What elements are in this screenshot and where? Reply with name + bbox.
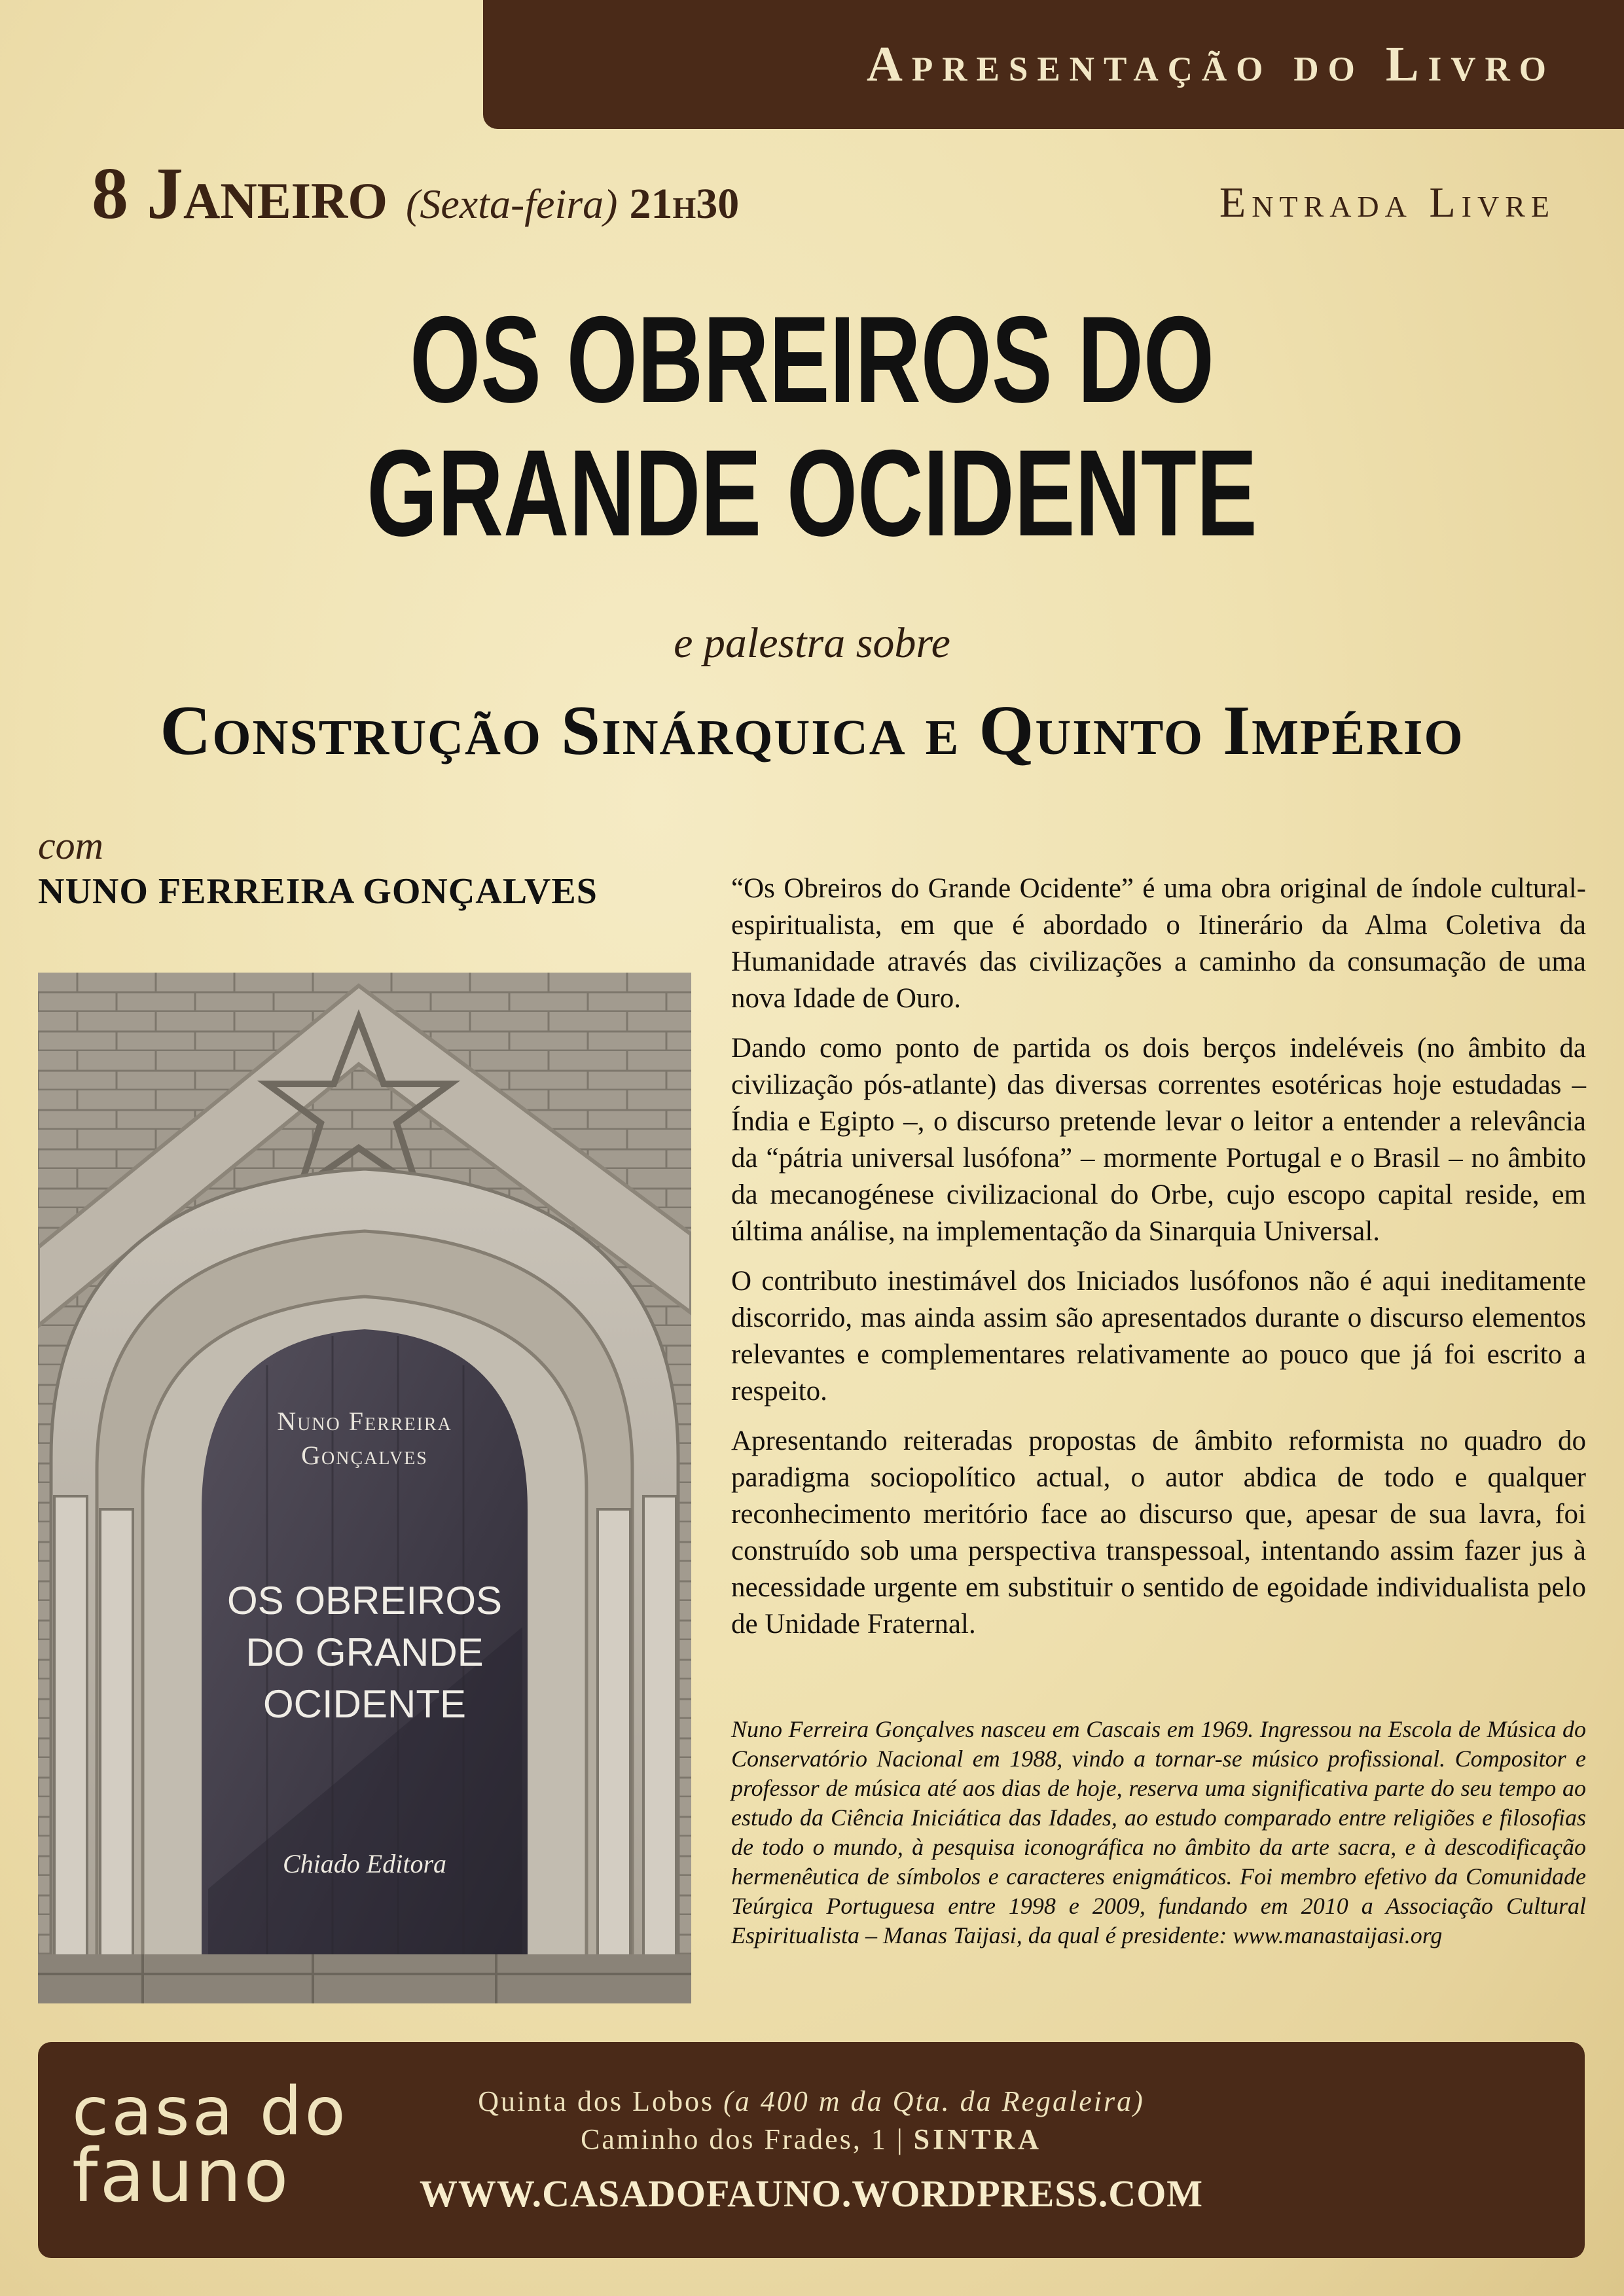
cover-author-line1: Nuno Ferreira — [277, 1407, 452, 1436]
header-banner — [483, 0, 1624, 129]
speaker-with: com — [38, 824, 103, 867]
footer-panel — [38, 2042, 1585, 2258]
cover-author — [38, 1405, 691, 1473]
book-cover-image — [38, 973, 691, 2003]
cover-author-line2: Gonçalves — [301, 1441, 428, 1470]
event-datetime — [92, 152, 739, 236]
address-place: Quinta dos Lobos — [478, 2085, 715, 2117]
description-paragraph: O contributo inestimável dos Iniciados lusófonos não é aqui ineditamente discorrido, mas ainda assim são apresentados durante o discurso elementos relevantes e complementares relativamente ao pouco que já foi escrito a respeito. — [731, 1266, 1586, 1407]
description-paragraph: Dando como ponto de partida os dois berços indeléveis (no âmbito da civilização pós-atlante) das diversas correntes esotéricas hoje estudadas – Índia e Egipto –, o discurso pretende levar o leitor a entender a relevância da “pátria universal lusófona” – mormente Portugal e o Brasil – no âmbito da mecanogénese civilizacional do Orbe, cujo escopo capital reside, em última análise, na implementação da Sinarquia Universal. — [731, 1033, 1586, 1247]
address-line1 — [38, 2083, 1585, 2121]
logo-line1: casa do — [72, 2073, 348, 2151]
website-link[interactable]: WWW.CASADOFAUNO.WORDPRESS.COM — [419, 2172, 1204, 2215]
logo-line2: fauno — [72, 2133, 291, 2219]
cover-title-line2: DO GRANDE — [245, 1630, 484, 1675]
address-separator: | — [896, 2123, 905, 2155]
cover-title — [38, 1575, 691, 1731]
description-paragraph: “Os Obreiros do Grande Ocidente” é uma obra original de índole cultural-espiritualista, em que é abordado o Itinerário da Alma Coletiva da Humanidade através das civilizações a caminho da consumação de uma nova Idade de Ouro. — [731, 873, 1586, 1014]
address-note: (a 400 m da Qta. da Regaleira) — [723, 2085, 1145, 2117]
book-title-line1: OS OBREIROS DO — [409, 291, 1215, 428]
venue-address — [38, 2073, 1585, 2159]
book-title-line2: GRANDE OCIDENTE — [367, 424, 1257, 562]
address-city: SINTRA — [913, 2123, 1042, 2155]
event-time: 21h30 — [629, 180, 740, 228]
talk-intro: e palestra sobre — [674, 619, 950, 667]
talk-title: Construção Sinárquica e Quinto Império — [160, 692, 1464, 770]
cover-title-line1: OS OBREIROS — [226, 1579, 503, 1623]
address-line2 — [38, 2121, 1585, 2159]
cover-title-line3: OCIDENTE — [262, 1682, 467, 1727]
entry-free-label: Entrada Livre — [1219, 179, 1555, 226]
event-date: 8 Janeiro — [92, 153, 388, 234]
speaker-name: NUNO FERREIRA GONÇALVES — [38, 871, 598, 912]
cover-publisher: Chiado Editora — [282, 1849, 447, 1878]
author-bio: Nuno Ferreira Gonçalves nasceu em Cascais em 1969. Ingressou na Escola de Música do Conservatório Nacional em 1988, vindo a tornar-se músico profissional. Compositor e professor de música até aos dias de hoje, reserva uma significativa parte do seu tempo ao estudo da Ciência Iniciática das Idades, ao estudo comparado entre religiões e filosofias de todo o mundo, à pesquisa iconográfica no âmbito da arte sacra, e à descodificação hermenêutica de símbolos e caracteres enigmáticos. Foi membro efetivo da Comunidade Teúrgica Portuguesa entre 1998 e 2009, fundando em 2010 a Associação Cultural Espiritualista – Manas Taijasi, da qual é presidente: www.manastaijasi.org — [731, 1716, 1586, 1948]
book-title — [211, 291, 1413, 565]
description-paragraph: Apresentando reiteradas propostas de âmbito reformista no quadro do paradigma sociopolítico actual, o autor abdica de todo e qualquer reconhecimento meritório face ao discurso que, apesar de sua lavra, foi construído sob uma perspectiva transpessoal, intentando assim fazer jus à necessidade urgente em substituir o sentido de egoidade individualista pelo de Unidade Fraternal. — [731, 1426, 1586, 1640]
banner-title: Apresentação do Livro — [866, 37, 1555, 92]
book-description — [731, 870, 1586, 1656]
event-weekday: (Sexta-feira) — [406, 181, 618, 227]
address-street: Caminho dos Frades, 1 — [581, 2123, 888, 2155]
